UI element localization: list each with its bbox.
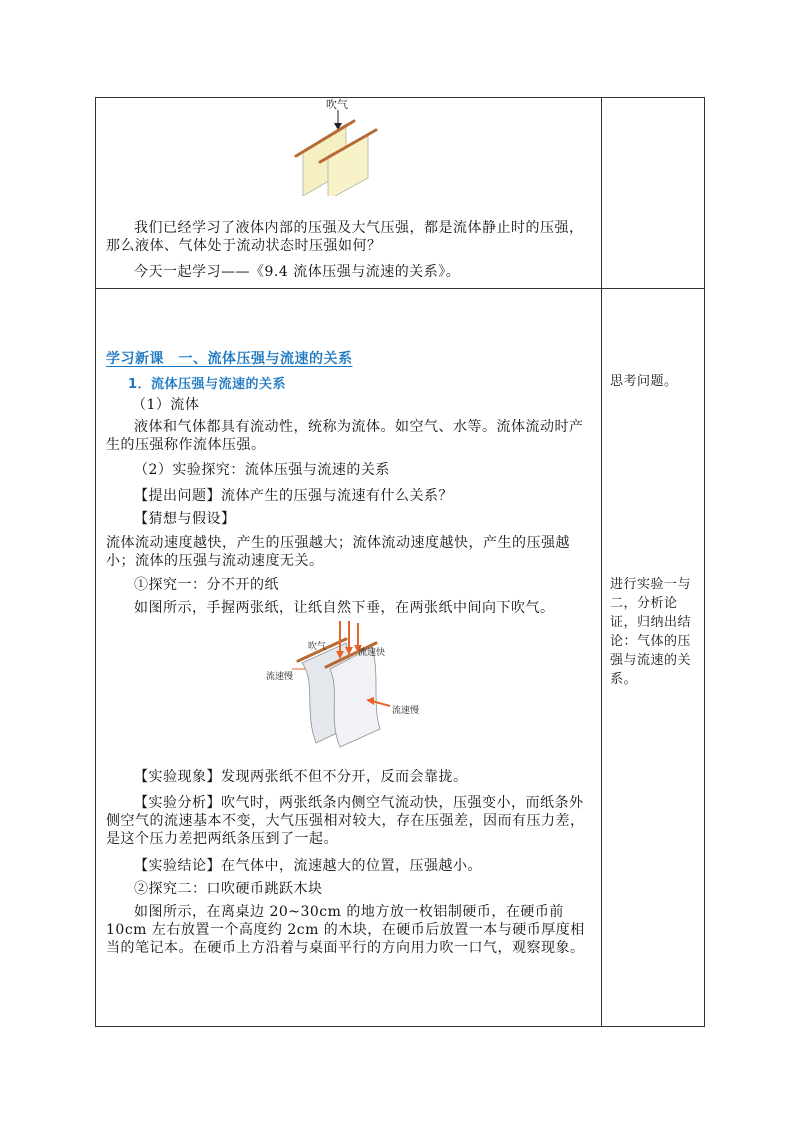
conclusion-text: 【实验结论】在气体中，流速越大的位置，压强越小。 — [134, 858, 482, 874]
experiment-title: （2）实验探究：流体压强与流速的关系 — [134, 462, 390, 478]
exp1-text: 如图所示，手握两张纸，让纸自然下垂，在两张纸中间向下吹气。 — [134, 600, 555, 616]
note-experiment: 进行实验一与二，分析论证，归纳出结论：气体的压强与流速的关系。 — [610, 577, 692, 687]
figure-label-blow: 吹气 — [326, 98, 348, 111]
label-fast: 流速快 — [358, 648, 386, 658]
new-lesson-cell — [96, 289, 601, 1026]
analysis-text: 【实验分析】吹气时，两张纸条内侧空气流动快，压强变小，而纸条外侧空气的流速基本不变，大气压强相对较大，存在压强差，因而有压力差，是这个压力差把两纸条压到了一起。 — [106, 795, 585, 847]
lesson-title-paragraph: 今天一起学习——《9.4 流体压强与流速的关系》。 — [134, 264, 461, 280]
hypothesis-text: 流体流动速度越快，产生的压强越大；流体流动速度越快，产生的压强越小；流体的压强与流动速度无关。 — [106, 535, 570, 569]
exp2-title: ②探究二：口吹硬币跳跃木块 — [134, 881, 323, 897]
hypothesis-label: 【猜想与假设】 — [134, 511, 236, 527]
section-heading: 学习新课 一、流体压强与流速的关系 — [106, 351, 353, 367]
blow-between-papers-figure — [268, 96, 428, 196]
subsection-heading: 1．流体压强与流速的关系 — [128, 377, 287, 392]
label-slow-left: 流速慢 — [266, 672, 294, 682]
label-blow: 吹气 — [308, 642, 327, 652]
note-think: 思考问题。 — [610, 374, 678, 389]
label-slow-right: 流速慢 — [392, 706, 420, 716]
paper-airflow-figure — [254, 621, 444, 751]
exp1-title: ①探究一：分不开的纸 — [134, 577, 279, 593]
item-fluid-title: （1）流体 — [132, 397, 200, 413]
intro-paragraph: 我们已经学习了液体内部的压强及大气压强，都是流体静止时的压强，那么液体、气体处于流动状态时压强如何？ — [106, 220, 584, 254]
notes-cell — [602, 289, 704, 1026]
lesson-table — [95, 97, 705, 1027]
intro-cell — [96, 98, 601, 288]
exp2-text: 如图所示，在离桌边 20~30cm 的地方放一枚铝制硬币，在硬币前 10cm 左右放置一个高度约 2cm 的木块，在硬币后放置一本与硬币厚度相当的笔记本。在硬币上方沿着与桌面平行的方向用力吹一口气，观察现象。 — [106, 904, 585, 956]
phenomenon-text: 【实验现象】发现两张纸不但不分开，反而会靠拢。 — [134, 769, 468, 785]
question-text: 【提出问题】流体产生的压强与流速有什么关系？ — [134, 488, 453, 504]
fluid-definition: 液体和气体都具有流动性，统称为流体。如空气、水等。流体流动时产生的压强称作流体压强。 — [106, 419, 584, 453]
